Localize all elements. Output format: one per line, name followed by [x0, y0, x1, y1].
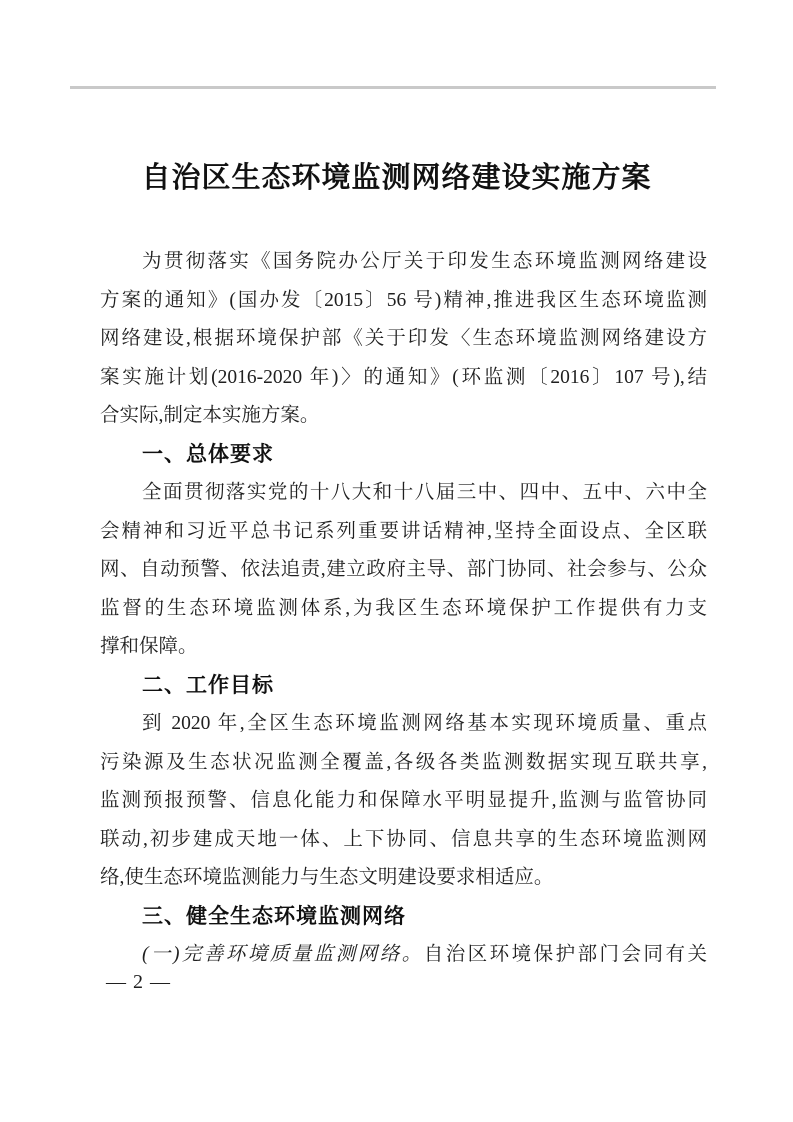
section-2-line-4: 联动,初步建成天地一体、上下协同、信息共享的生态环境监测网: [100, 828, 707, 850]
intro-line-2: 方案的通知》(国办发〔2015〕56 号)精神,推进我区生态环境监测: [100, 289, 707, 311]
section-2-heading: 二、工作目标: [142, 673, 274, 697]
section-1-heading: 一、总体要求: [142, 442, 274, 466]
section-2-line-2: 污染源及生态状况监测全覆盖,各级各类监测数据实现互联共享,: [100, 751, 707, 773]
header-rule: [70, 86, 716, 89]
section-1-line-3: 网、自动预警、依法追责,建立政府主导、部门协同、社会参与、公众: [100, 559, 707, 580]
intro-line-3: 网络建设,根据环境保护部《关于印发〈生态环境监测网络建设方: [100, 328, 707, 349]
intro-line-5: 合实际,制定本实施方案。: [100, 405, 320, 426]
section-2-line-5: 络,使生态环境监测能力与生态文明建设要求相适应。: [100, 867, 554, 888]
document-title: 自治区生态环境监测网络建设实施方案: [141, 162, 652, 194]
intro-line-4: 案实施计划(2016-2020 年)〉的通知》(环监测〔2016〕107 号),结: [100, 366, 707, 388]
section-2-line-1: 到 2020 年,全区生态环境监测网络基本实现环境质量、重点: [142, 713, 707, 734]
section-3-item-line: [100, 936, 707, 975]
section-3-item-continuation: 自治区环境保护部门会同有关: [423, 944, 707, 965]
section-1-line-5: 撑和保障。: [100, 636, 198, 657]
section-2-line-3: 监测预报预警、信息化能力和保障水平明显提升,监测与监管协同: [100, 790, 707, 811]
section-1-line-1: 全面贯彻落实党的十八大和十八届三中、四中、五中、六中全: [142, 482, 707, 503]
page-number: — 2 —: [106, 971, 171, 993]
section-1-line-4: 监督的生态环境监测体系,为我区生态环境保护工作提供有力支: [100, 597, 707, 619]
document-body: [100, 243, 707, 975]
section-1-line-2: 会精神和习近平总书记系列重要讲话精神,坚持全面设点、全区联: [100, 520, 707, 542]
intro-line-1: 为贯彻落实《国务院办公厅关于印发生态环境监测网络建设: [142, 251, 707, 272]
section-3-heading: 三、健全生态环境监测网络: [142, 904, 406, 928]
section-3-item-lead: (一)完善环境质量监测网络。: [142, 944, 424, 965]
